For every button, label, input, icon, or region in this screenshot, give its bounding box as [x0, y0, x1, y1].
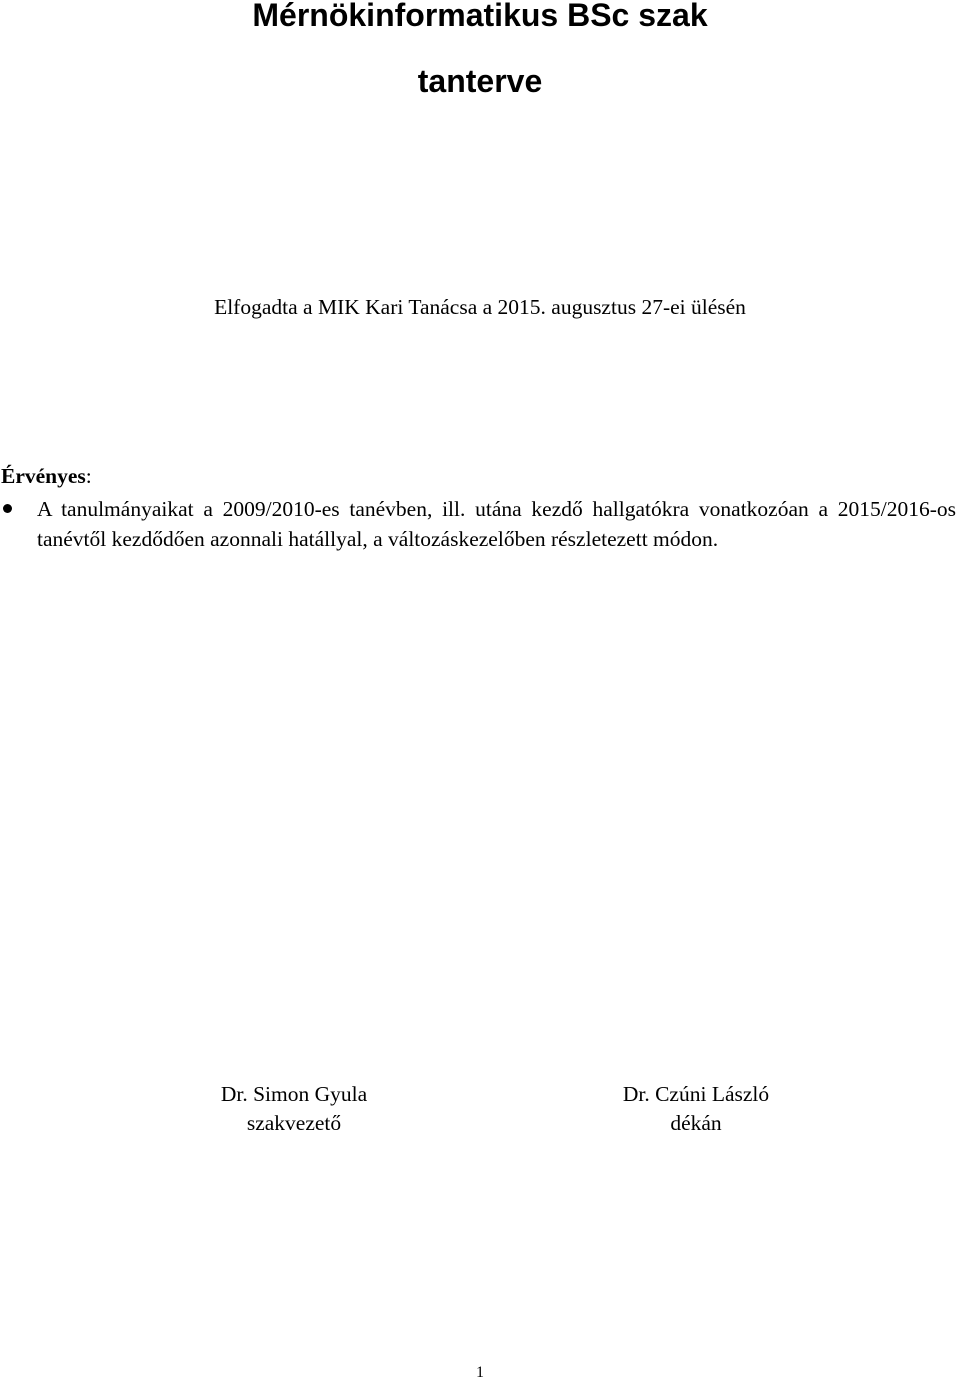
approval-statement: Elfogadta a MIK Kari Tanácsa a 2015. augusztus 27-ei ülésén — [214, 295, 746, 319]
document-title-line-2: tanterve — [417, 63, 543, 99]
signatory-role: szakvezető — [246, 1111, 342, 1135]
validity-item-text: A tanulmányaikat a 2009/2010-es tanévben, ill. utána kezdő hallgatókra vonatkozóan a 2015/2016-os tanévtől kezdődően azonnali hatállyal, a változáskezelőben részletezett módon. — [37, 497, 956, 551]
signature-block-left — [164, 1080, 424, 1138]
validity-heading — [1, 461, 92, 491]
validity-colon: : — [85, 464, 92, 488]
bullet-icon — [3, 504, 12, 513]
signatory-name: Dr. Simon Gyula — [220, 1082, 368, 1106]
validity-label: Érvényes — [1, 464, 86, 488]
signatory-name: Dr. Czúni László — [622, 1082, 770, 1106]
signature-block-right — [566, 1080, 826, 1138]
document-title-line-1: Mérnökinformatikus BSc szak — [252, 0, 708, 33]
page-number: 1 — [476, 1364, 484, 1381]
signatory-role: dékán — [670, 1111, 722, 1135]
